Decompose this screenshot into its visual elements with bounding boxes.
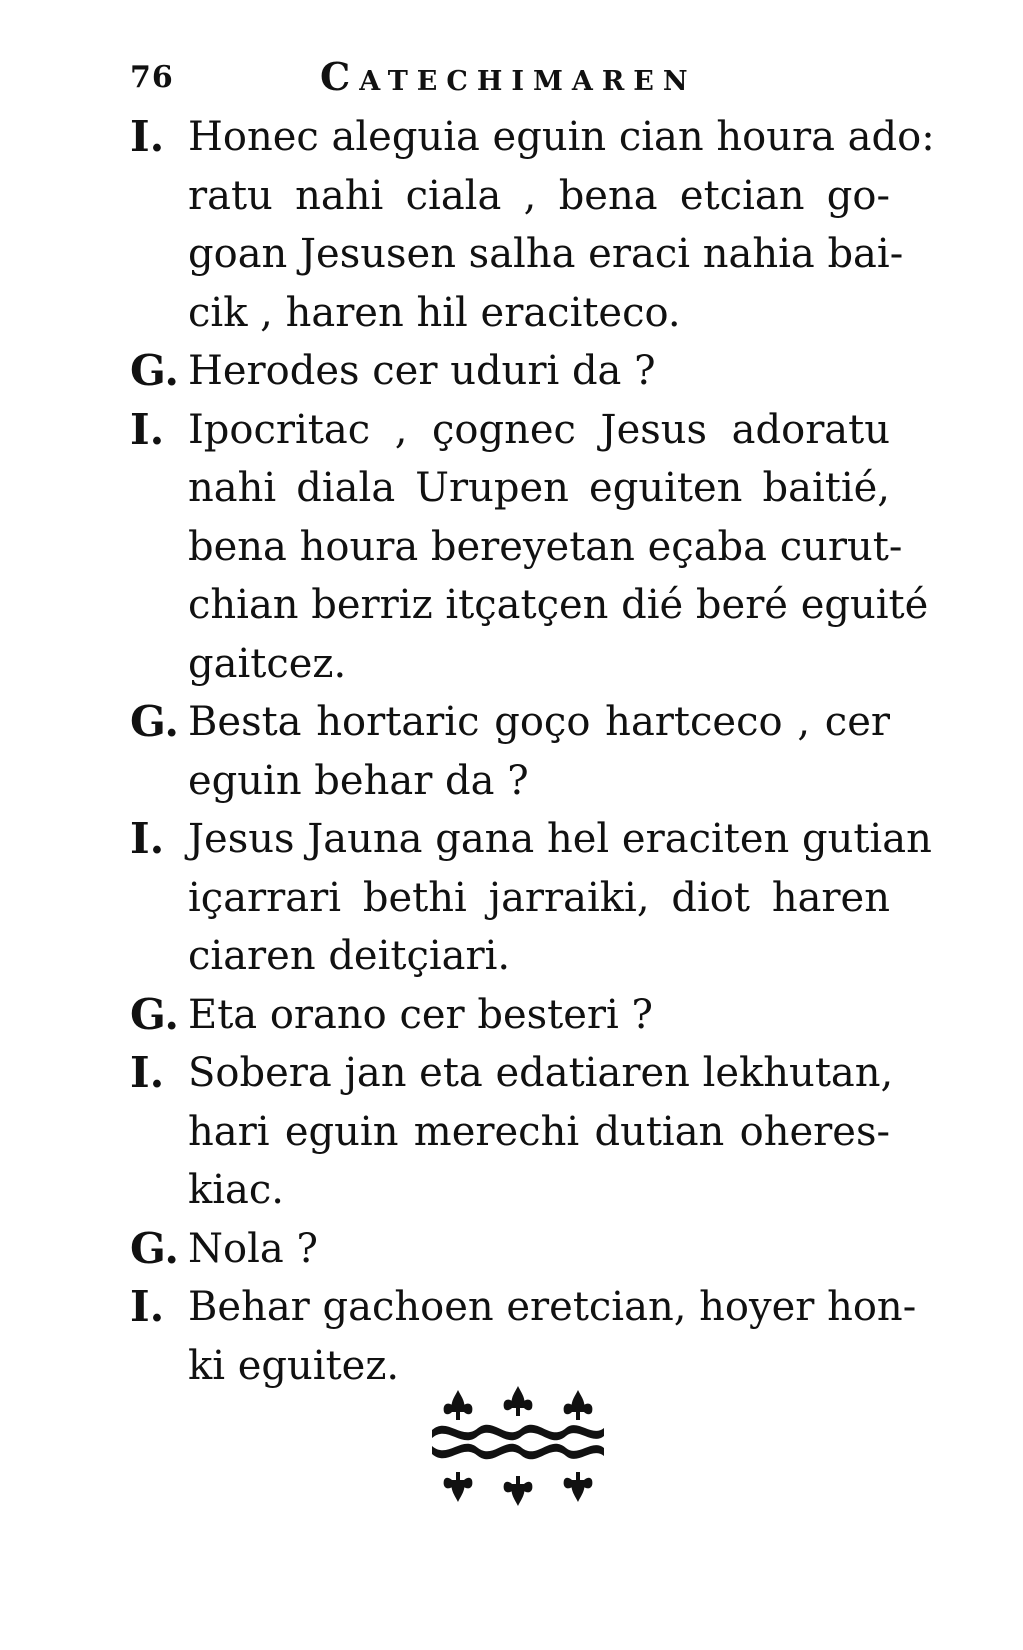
fleur-de-lis-icon [444,1390,473,1420]
text-line: ciaren deitçiari. [188,933,511,979]
fleuron-ornament [428,1380,608,1510]
speaker-label: G. [130,346,179,395]
speaker-label: G. [130,697,179,746]
text-line: nahi diala Urupen eguiten baitié, [188,465,890,511]
running-head: Catechimaren [320,54,697,99]
speaker-label: I. [130,112,165,161]
text-line: hari eguin merechi dutian oheres- [188,1108,890,1155]
dialogue-entry [130,108,935,342]
speaker-label: I. [130,1048,165,1097]
catechism-dialogue [130,108,935,1395]
speaker-label: I. [130,404,165,454]
text-line: Herodes cer uduri da ? [188,348,656,394]
text-line: Sobera jan eta edatiaren lekhutan, [188,1050,894,1096]
dialogue-entry [130,1278,917,1395]
speaker-label: I. [130,814,165,863]
text-line: Besta hortaric goço hartceco , cer [188,699,890,745]
speaker-label: G. [130,989,179,1039]
speaker-label: I. [130,1282,165,1331]
fleur-de-lis-icon [504,1386,533,1416]
text-line: chian berriz itçatçen dié beré eguité [188,582,929,628]
text-line: Nola ? [188,1225,318,1272]
dialogue-entry [130,1220,890,1279]
text-line: Eta orano cer besteri ? [188,991,653,1038]
dialogue-entry [130,401,929,694]
text-line: ratu nahi ciala , bena etcian go- [188,172,890,219]
dialogue-entry [130,693,890,810]
text-line: kiac. [188,1167,284,1213]
dialogue-entry [130,342,890,401]
text-line: bena houra bereyetan eçaba curut- [188,523,903,570]
text-line: ki eguitez. [188,1342,400,1389]
text-line: Honec aleguia eguin cian houra ado: [188,114,935,160]
page-header [130,52,770,112]
text-line: içarrari bethi jarraiki, diot haren [188,874,890,921]
fleur-de-lis-icon [564,1390,593,1420]
text-line: cik , haren hil eraciteco. [188,289,681,336]
speaker-label: G. [130,1223,179,1273]
dialogue-entry [130,1044,894,1220]
text-line: gaitcez. [188,640,347,687]
dialogue-entry [130,986,890,1045]
text-line: Ipocritac , çognec Jesus adoratu [188,406,890,453]
text-line: eguin behar da ? [188,757,529,804]
text-line: Jesus Jauna gana hel eraciten gutian [188,816,932,862]
page-number: 76 [130,60,174,95]
text-line: goan Jesusen salha eraci nahia bai- [188,231,904,277]
text-line: Behar gachoen eretcian, hoyer hon- [188,1284,917,1330]
dialogue-entry [130,810,932,986]
